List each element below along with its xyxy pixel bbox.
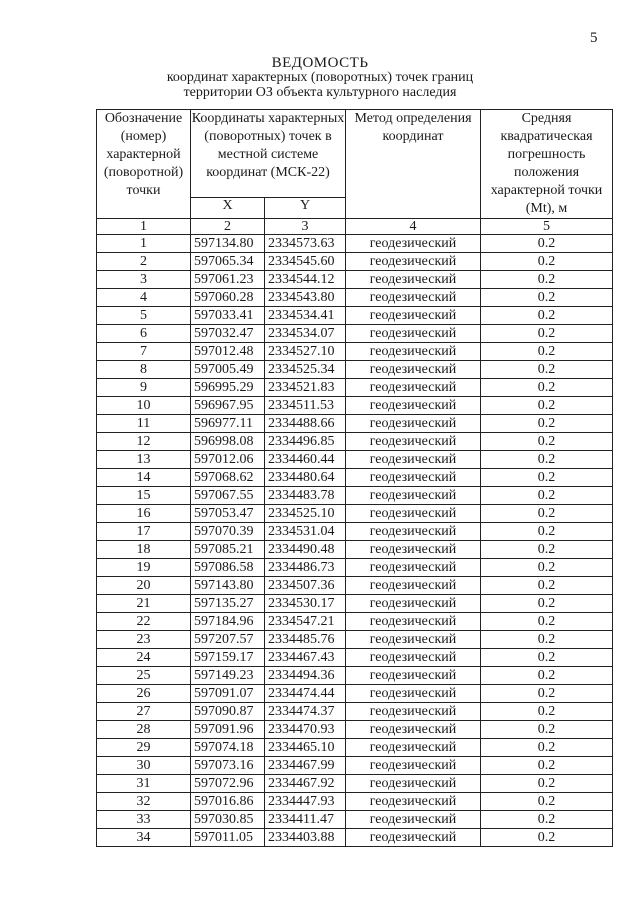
mean-error-cell: 0.2 [481,451,613,469]
y-coordinate-cell: 2334465.10 [265,739,346,757]
table-row [97,613,613,631]
method-cell: геодезический [346,451,481,469]
column-number: 2 [191,219,265,235]
x-coordinate-cell: 597184.96 [191,613,265,631]
mean-error-cell: 0.2 [481,433,613,451]
point-number-cell: 15 [97,487,191,505]
mean-error-cell: 0.2 [481,811,613,829]
point-number-cell: 6 [97,325,191,343]
x-coordinate-cell: 597085.21 [191,541,265,559]
x-coordinate-cell: 596995.29 [191,379,265,397]
y-coordinate-cell: 2334543.80 [265,289,346,307]
x-coordinate-cell: 597060.28 [191,289,265,307]
mean-error-cell: 0.2 [481,253,613,271]
method-cell: геодезический [346,577,481,595]
x-coordinate-cell: 597159.17 [191,649,265,667]
method-cell: геодезический [346,739,481,757]
y-coordinate-cell: 2334467.99 [265,757,346,775]
x-coordinate-cell: 597005.49 [191,361,265,379]
table-row [97,469,613,487]
y-coordinate-cell: 2334470.93 [265,721,346,739]
y-coordinate-cell: 2334474.44 [265,685,346,703]
mean-error-cell: 0.2 [481,235,613,253]
mean-error-cell: 0.2 [481,559,613,577]
table-row [97,289,613,307]
table-row [97,811,613,829]
method-cell: геодезический [346,235,481,253]
mean-error-cell: 0.2 [481,307,613,325]
y-coordinate-cell: 2334547.21 [265,613,346,631]
point-number-cell: 12 [97,433,191,451]
header-point-designation: Обозначение (номер) характерной (поворотной) точки [97,110,191,219]
x-coordinate-cell: 597067.55 [191,487,265,505]
mean-error-cell: 0.2 [481,631,613,649]
method-cell: геодезический [346,469,481,487]
table-row [97,649,613,667]
point-number-cell: 32 [97,793,191,811]
point-number-cell: 8 [97,361,191,379]
x-coordinate-cell: 597091.07 [191,685,265,703]
point-number-cell: 3 [97,271,191,289]
x-coordinate-cell: 597053.47 [191,505,265,523]
y-coordinate-cell: 2334467.92 [265,775,346,793]
point-number-cell: 27 [97,703,191,721]
table-body [97,235,613,847]
mean-error-cell: 0.2 [481,595,613,613]
y-coordinate-cell: 2334511.53 [265,397,346,415]
method-cell: геодезический [346,343,481,361]
method-cell: геодезический [346,613,481,631]
method-cell: геодезический [346,271,481,289]
y-coordinate-cell: 2334480.64 [265,469,346,487]
mean-error-cell: 0.2 [481,793,613,811]
table-row [97,757,613,775]
mean-error-cell: 0.2 [481,361,613,379]
table-row [97,793,613,811]
method-cell: геодезический [346,559,481,577]
point-number-cell: 17 [97,523,191,541]
method-cell: геодезический [346,829,481,847]
table-row [97,253,613,271]
x-coordinate-cell: 596967.95 [191,397,265,415]
y-coordinate-cell: 2334534.41 [265,307,346,325]
y-coordinate-cell: 2334496.85 [265,433,346,451]
x-coordinate-cell: 597207.57 [191,631,265,649]
mean-error-cell: 0.2 [481,739,613,757]
table-row [97,721,613,739]
table-row [97,541,613,559]
method-cell: геодезический [346,415,481,433]
header-x: X [191,198,265,219]
table-row [97,379,613,397]
y-coordinate-cell: 2334527.10 [265,343,346,361]
y-coordinate-cell: 2334573.63 [265,235,346,253]
column-number: 1 [97,219,191,235]
column-numbers-row [97,219,613,235]
method-cell: геодезический [346,325,481,343]
mean-error-cell: 0.2 [481,271,613,289]
point-number-cell: 7 [97,343,191,361]
header-method: Метод определения координат [346,110,481,219]
column-number: 5 [481,219,613,235]
table-row [97,703,613,721]
document-title: ВЕДОМОСТЬ [271,55,369,71]
table-row [97,325,613,343]
table-row [97,235,613,253]
x-coordinate-cell: 597091.96 [191,721,265,739]
point-number-cell: 19 [97,559,191,577]
method-cell: геодезический [346,685,481,703]
subtitle-line-1: координат характерных (поворотных) точек границ [166,70,474,85]
table-row [97,271,613,289]
mean-error-cell: 0.2 [481,415,613,433]
x-coordinate-cell: 597149.23 [191,667,265,685]
table-row [97,667,613,685]
y-coordinate-cell: 2334403.88 [265,829,346,847]
table-row [97,343,613,361]
point-number-cell: 24 [97,649,191,667]
y-coordinate-cell: 2334467.43 [265,649,346,667]
y-coordinate-cell: 2334485.76 [265,631,346,649]
point-number-cell: 20 [97,577,191,595]
mean-error-cell: 0.2 [481,379,613,397]
method-cell: геодезический [346,253,481,271]
point-number-cell: 1 [97,235,191,253]
mean-error-cell: 0.2 [481,397,613,415]
table-row [97,739,613,757]
subtitle-line-2: территории ОЗ объекта культурного наследия [183,85,457,100]
mean-error-cell: 0.2 [481,541,613,559]
mean-error-cell: 0.2 [481,469,613,487]
x-coordinate-cell: 597070.39 [191,523,265,541]
x-coordinate-cell: 597012.06 [191,451,265,469]
method-cell: геодезический [346,721,481,739]
column-number: 3 [265,219,346,235]
method-cell: геодезический [346,649,481,667]
method-cell: геодезический [346,289,481,307]
mean-error-cell: 0.2 [481,577,613,595]
point-number-cell: 29 [97,739,191,757]
x-coordinate-cell: 597016.86 [191,793,265,811]
point-number-cell: 16 [97,505,191,523]
mean-error-cell: 0.2 [481,703,613,721]
y-coordinate-cell: 2334460.44 [265,451,346,469]
mean-error-cell: 0.2 [481,289,613,307]
method-cell: геодезический [346,793,481,811]
point-number-cell: 4 [97,289,191,307]
point-number-cell: 2 [97,253,191,271]
page-number: 5 [590,30,598,46]
method-cell: геодезический [346,379,481,397]
table-row [97,487,613,505]
y-coordinate-cell: 2334530.17 [265,595,346,613]
y-coordinate-cell: 2334486.73 [265,559,346,577]
x-coordinate-cell: 597030.85 [191,811,265,829]
table-row [97,523,613,541]
point-number-cell: 18 [97,541,191,559]
mean-error-cell: 0.2 [481,775,613,793]
mean-error-cell: 0.2 [481,505,613,523]
table-row [97,577,613,595]
mean-error-cell: 0.2 [481,649,613,667]
mean-error-cell: 0.2 [481,325,613,343]
point-number-cell: 14 [97,469,191,487]
y-coordinate-cell: 2334447.93 [265,793,346,811]
method-cell: геодезический [346,487,481,505]
y-coordinate-cell: 2334531.04 [265,523,346,541]
x-coordinate-cell: 597134.80 [191,235,265,253]
y-coordinate-cell: 2334483.78 [265,487,346,505]
column-number: 4 [346,219,481,235]
table-row [97,685,613,703]
method-cell: геодезический [346,541,481,559]
point-number-cell: 22 [97,613,191,631]
x-coordinate-cell: 597065.34 [191,253,265,271]
point-number-cell: 10 [97,397,191,415]
method-cell: геодезический [346,523,481,541]
x-coordinate-cell: 596977.11 [191,415,265,433]
point-number-cell: 28 [97,721,191,739]
x-coordinate-cell: 597143.80 [191,577,265,595]
x-coordinate-cell: 597086.58 [191,559,265,577]
point-number-cell: 33 [97,811,191,829]
table-row [97,829,613,847]
mean-error-cell: 0.2 [481,667,613,685]
mean-error-cell: 0.2 [481,757,613,775]
mean-error-cell: 0.2 [481,721,613,739]
point-number-cell: 13 [97,451,191,469]
method-cell: геодезический [346,811,481,829]
mean-error-cell: 0.2 [481,613,613,631]
method-cell: геодезический [346,757,481,775]
table-row [97,631,613,649]
method-cell: геодезический [346,361,481,379]
x-coordinate-cell: 597012.48 [191,343,265,361]
method-cell: геодезический [346,775,481,793]
coordinates-table [96,109,613,847]
y-coordinate-cell: 2334525.34 [265,361,346,379]
method-cell: геодезический [346,433,481,451]
header-coordinates: Координаты характерных (поворотных) точек в местной системе координат (МСК-22) [191,110,346,198]
point-number-cell: 23 [97,631,191,649]
table-row [97,415,613,433]
y-coordinate-cell: 2334488.66 [265,415,346,433]
method-cell: геодезический [346,595,481,613]
y-coordinate-cell: 2334521.83 [265,379,346,397]
point-number-cell: 30 [97,757,191,775]
x-coordinate-cell: 597073.16 [191,757,265,775]
mean-error-cell: 0.2 [481,685,613,703]
y-coordinate-cell: 2334545.60 [265,253,346,271]
point-number-cell: 26 [97,685,191,703]
method-cell: геодезический [346,631,481,649]
document-subtitle [0,70,640,100]
header-mean-error: Средняя квадратическая погрешность положения характерной точки (Mt), м [481,110,613,219]
table-row [97,505,613,523]
method-cell: геодезический [346,307,481,325]
method-cell: геодезический [346,703,481,721]
table-row [97,451,613,469]
table-row [97,397,613,415]
point-number-cell: 11 [97,415,191,433]
mean-error-cell: 0.2 [481,523,613,541]
y-coordinate-cell: 2334544.12 [265,271,346,289]
x-coordinate-cell: 597072.96 [191,775,265,793]
y-coordinate-cell: 2334490.48 [265,541,346,559]
x-coordinate-cell: 597068.62 [191,469,265,487]
table-row [97,775,613,793]
method-cell: геодезический [346,505,481,523]
x-coordinate-cell: 597090.87 [191,703,265,721]
table-row [97,307,613,325]
y-coordinate-cell: 2334507.36 [265,577,346,595]
mean-error-cell: 0.2 [481,487,613,505]
point-number-cell: 25 [97,667,191,685]
mean-error-cell: 0.2 [481,829,613,847]
y-coordinate-cell: 2334494.36 [265,667,346,685]
y-coordinate-cell: 2334411.47 [265,811,346,829]
x-coordinate-cell: 597061.23 [191,271,265,289]
point-number-cell: 31 [97,775,191,793]
point-number-cell: 9 [97,379,191,397]
point-number-cell: 21 [97,595,191,613]
mean-error-cell: 0.2 [481,343,613,361]
y-coordinate-cell: 2334534.07 [265,325,346,343]
y-coordinate-cell: 2334474.37 [265,703,346,721]
x-coordinate-cell: 597011.05 [191,829,265,847]
point-number-cell: 5 [97,307,191,325]
header-y: Y [265,198,346,219]
table-row [97,559,613,577]
table-row [97,433,613,451]
method-cell: геодезический [346,667,481,685]
x-coordinate-cell: 597032.47 [191,325,265,343]
x-coordinate-cell: 596998.08 [191,433,265,451]
table-row [97,595,613,613]
point-number-cell: 34 [97,829,191,847]
y-coordinate-cell: 2334525.10 [265,505,346,523]
x-coordinate-cell: 597074.18 [191,739,265,757]
method-cell: геодезический [346,397,481,415]
x-coordinate-cell: 597135.27 [191,595,265,613]
x-coordinate-cell: 597033.41 [191,307,265,325]
table-row [97,361,613,379]
